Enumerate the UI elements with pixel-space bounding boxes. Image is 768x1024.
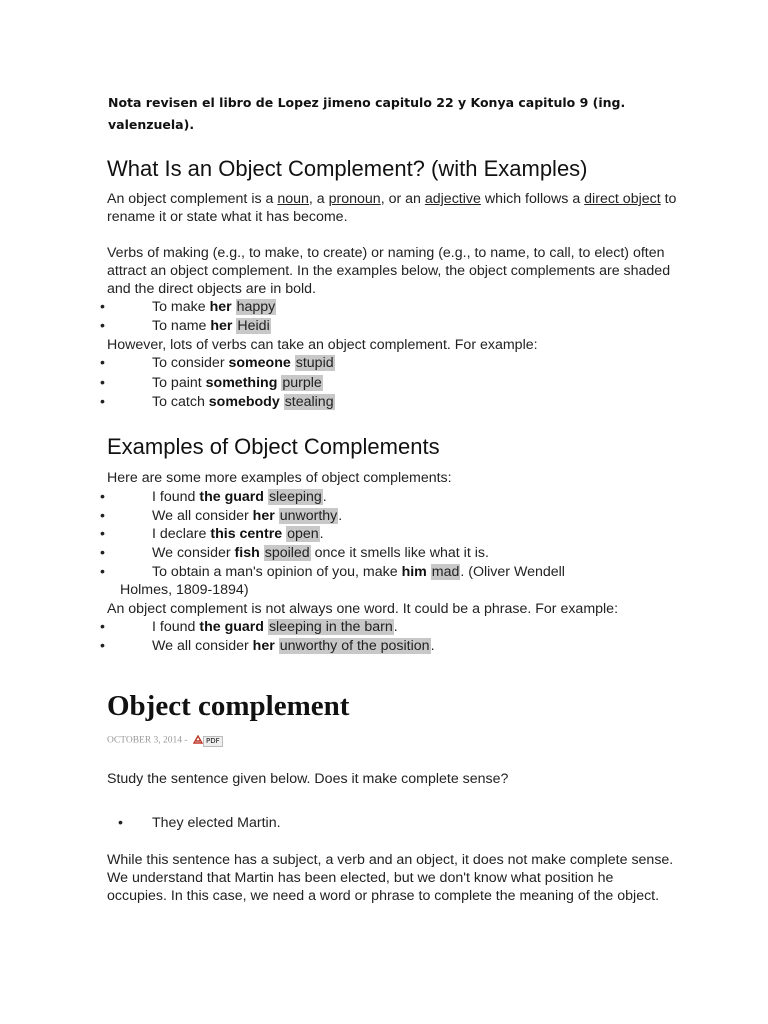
phrase-intro: An object complement is not always one word. It could be a phrase. For example: — [107, 601, 619, 617]
object-complement: sleeping in the barn — [268, 619, 393, 635]
object-complement: open — [287, 526, 319, 542]
verbs-paragraph: Verbs of making (e.g., to make, to create) or naming (e.g., to name, to call, to elect) often attract an object complement. In the examples below, the object complements are shaded and the direct objects are in bold. — [107, 245, 671, 297]
direct-object: her — [209, 299, 232, 315]
direct-object: someone — [228, 355, 291, 371]
direct-object: the guard — [199, 619, 264, 635]
direct-object: something — [205, 375, 278, 391]
pdf-icon — [193, 735, 203, 744]
direct-object: him — [401, 564, 427, 580]
pdf-button[interactable] — [193, 734, 223, 747]
intro-text: An object complement is a — [107, 191, 278, 207]
bullet-icon: • — [100, 394, 105, 410]
bullet-icon: • — [100, 508, 105, 524]
object-complement: unworthy — [279, 508, 338, 524]
pronoun-link[interactable]: pronoun — [328, 191, 381, 207]
pdf-label: PDF — [203, 736, 223, 747]
adjective-link[interactable]: adjective — [424, 191, 481, 207]
bullet-icon: • — [100, 526, 105, 542]
bullet-icon: • — [100, 564, 105, 580]
bullet-icon: • — [100, 299, 105, 315]
bullet-icon: • — [100, 545, 105, 561]
intro-text: to rename it or state what it has become. — [107, 191, 677, 225]
direct-object-link[interactable]: direct object — [584, 191, 661, 207]
intro-text: which follows a — [480, 191, 585, 207]
post-date: OCTOBER 3, 2014 - — [107, 735, 190, 746]
noun-link[interactable]: noun — [277, 191, 309, 207]
section1-heading: What Is an Object Complement? (with Examples) — [107, 156, 588, 181]
direct-object: the guard — [199, 489, 264, 505]
question-text: Study the sentence given below. Does it make complete sense? — [107, 771, 509, 787]
intro-text: , a — [308, 191, 329, 207]
object-complement: stupid — [295, 355, 334, 371]
note-text: Nota revisen el libro de Lopez jimeno capitulo 22 y Konya capitulo 9 (ing. valenzuela). — [108, 95, 626, 132]
bullet-icon: • — [100, 355, 105, 371]
however-text: However, lots of verbs can take an object complement. For example: — [107, 337, 538, 353]
object-complement: purple — [282, 375, 322, 391]
bullet-icon: • — [100, 638, 105, 654]
section2-heading: Examples of Object Complements — [107, 434, 440, 459]
object-complement: mad — [431, 564, 460, 580]
direct-object: this centre — [210, 526, 283, 542]
post-meta — [107, 734, 223, 747]
direct-object: her — [252, 638, 275, 654]
bullet-icon: • — [100, 318, 105, 334]
example-sentence: They elected Martin. — [152, 815, 281, 831]
bullet-icon: • — [100, 619, 105, 635]
object-complement: stealing — [284, 394, 334, 410]
list-item-continuation: Holmes, 1809-1894) — [120, 582, 249, 598]
object-complement: happy — [236, 299, 276, 315]
direct-object: her — [252, 508, 275, 524]
section2-intro: Here are some more examples of object complements: — [107, 470, 452, 486]
section3-heading: Object complement — [107, 690, 350, 722]
intro-text: , or an — [380, 191, 425, 207]
object-complement: spoiled — [264, 545, 310, 561]
section1-intro — [107, 190, 677, 226]
object-complement: Heidi — [237, 318, 270, 334]
document-page: Nota revisen el libro de Lopez jimeno capitulo 22 y Konya capitulo 9 (ing. valenzuela). What Is an Object Complement? (with Examples) An object complement is a noun, a pronoun, or an adjective which follows a direct object to rename it or state what it has become. Verbs of making (e.g., to make, to create) or naming (e.g., to name, to call, to elect) often attract an object complement. In the examples below, the object complements are shaded and the direct objects are in bold. • To make her happy • To name her Heidi However, lots of verbs can take an object complement. For example: • To consider someone stupid • To paint something purple • To catch somebody stealing Examples of Object Complements Here are some more examples of object complements: • I found the guard sleeping. • We all consider her unworthy. • I declare this centre open. • We consider fish spoiled once it smells like what it is. • To obtain a man's opinion of you, make him mad. (Oliver Wendell Holmes, 1809-1894) An object complement is not always one word. It could be a phrase. For example: • I found the guard sleeping in the barn. • We all consider her unworthy of the position. Object complement OCTOBER 3, 2014 - PDF Study the sentence given below. Does it make complete sense? • They elected Martin. While this sentence has a subject, a verb and an object, it does not make complete sense. We understand that Martin has been elected, but we don't know what position he occupies. In this case, we need a word or phrase to complete the meaning of the object. — [0, 0, 768, 1024]
bullet-icon: • — [100, 375, 105, 391]
direct-object: her — [210, 318, 233, 334]
bullet-icon: • — [118, 815, 123, 831]
bullet-icon: • — [100, 489, 105, 505]
explanation-text: While this sentence has a subject, a verb and an object, it does not make complete sense. We understand that Martin has been elected, but we don't know what position he occupies. In this case, we need a word or phrase to complete the meaning of the object. — [107, 852, 674, 904]
direct-object: fish — [234, 545, 260, 561]
direct-object: somebody — [208, 394, 280, 410]
object-complement: sleeping — [268, 489, 322, 505]
object-complement: unworthy of the position — [279, 638, 430, 654]
